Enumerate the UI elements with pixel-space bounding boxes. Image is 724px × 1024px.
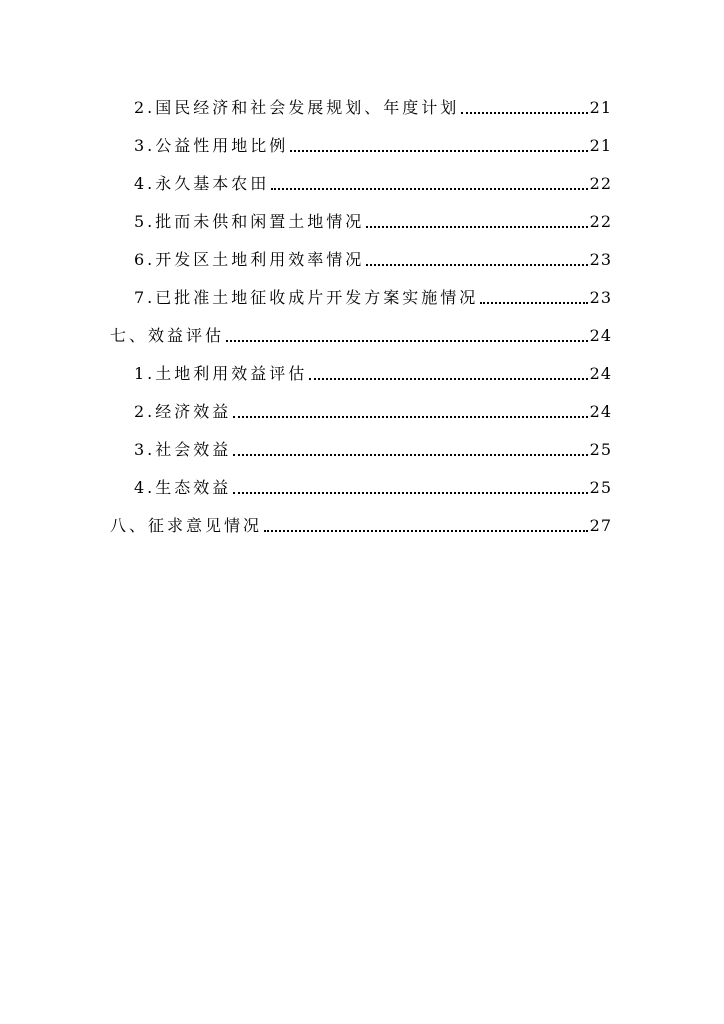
toc-entry-title: 6.开发区土地利用效率情况 bbox=[134, 250, 365, 269]
dot-leader bbox=[461, 112, 587, 114]
toc-page-number: 24 bbox=[589, 402, 612, 421]
toc-entry-4-permanent-farmland[interactable] bbox=[134, 170, 612, 194]
toc-entry-title: 八、征求意见情况 bbox=[110, 516, 263, 535]
dot-leader bbox=[290, 150, 587, 152]
toc-entry-title: 1.土地利用效益评估 bbox=[134, 364, 308, 383]
toc-entry-6-development-zone-efficiency[interactable] bbox=[134, 246, 612, 270]
toc-entry-title: 3.公益性用地比例 bbox=[134, 136, 289, 155]
toc-entry-title: 七、效益评估 bbox=[110, 326, 225, 345]
toc-page-number: 25 bbox=[589, 440, 612, 459]
toc-entry-4-ecological-benefit[interactable] bbox=[134, 474, 612, 498]
toc-page-number: 24 bbox=[589, 326, 612, 345]
toc-entry-2-economic-benefit[interactable] bbox=[134, 398, 612, 422]
toc-page-number: 24 bbox=[589, 364, 612, 383]
toc-page-number: 21 bbox=[589, 136, 612, 155]
toc-entry-title: 3.社会效益 bbox=[134, 440, 232, 459]
toc-page-number: 23 bbox=[589, 288, 612, 307]
toc-entry-3-public-welfare-land-ratio[interactable] bbox=[134, 132, 612, 156]
toc-entry-7-approved-expropriation-plan[interactable] bbox=[134, 284, 612, 308]
toc-page-number: 22 bbox=[589, 174, 612, 193]
toc-section-7-benefit-evaluation[interactable] bbox=[110, 322, 612, 346]
toc-page-number: 21 bbox=[589, 98, 612, 117]
toc-entry-title: 7.已批准土地征收成片开发方案实施情况 bbox=[134, 288, 479, 307]
dot-leader bbox=[309, 378, 587, 380]
toc-page-number: 25 bbox=[589, 478, 612, 497]
dot-leader bbox=[366, 226, 587, 228]
dot-leader bbox=[264, 530, 588, 532]
dot-leader bbox=[233, 416, 587, 418]
toc-entry-title: 2.经济效益 bbox=[134, 402, 232, 421]
dot-leader bbox=[233, 454, 587, 456]
toc-page-number: 23 bbox=[589, 250, 612, 269]
toc-page-number: 22 bbox=[589, 212, 612, 231]
toc-entry-title: 2.国民经济和社会发展规划、年度计划 bbox=[134, 98, 460, 117]
toc-page-number: 27 bbox=[589, 516, 612, 535]
dot-leader bbox=[271, 188, 587, 190]
toc-entry-5-idle-land[interactable] bbox=[134, 208, 612, 232]
toc-entry-title: 4.永久基本农田 bbox=[134, 174, 270, 193]
dot-leader bbox=[233, 492, 587, 494]
toc-entry-title: 4.生态效益 bbox=[134, 478, 232, 497]
toc-entry-2-national-economic-plan[interactable] bbox=[134, 94, 612, 118]
toc-entry-1-land-use-benefit[interactable] bbox=[134, 360, 612, 384]
toc-entry-title: 5.批而未供和闲置土地情况 bbox=[134, 212, 365, 231]
dot-leader bbox=[480, 302, 587, 304]
toc-entry-3-social-benefit[interactable] bbox=[134, 436, 612, 460]
toc-section-8-public-consultation[interactable] bbox=[110, 512, 612, 536]
dot-leader bbox=[226, 340, 588, 342]
dot-leader bbox=[366, 264, 587, 266]
